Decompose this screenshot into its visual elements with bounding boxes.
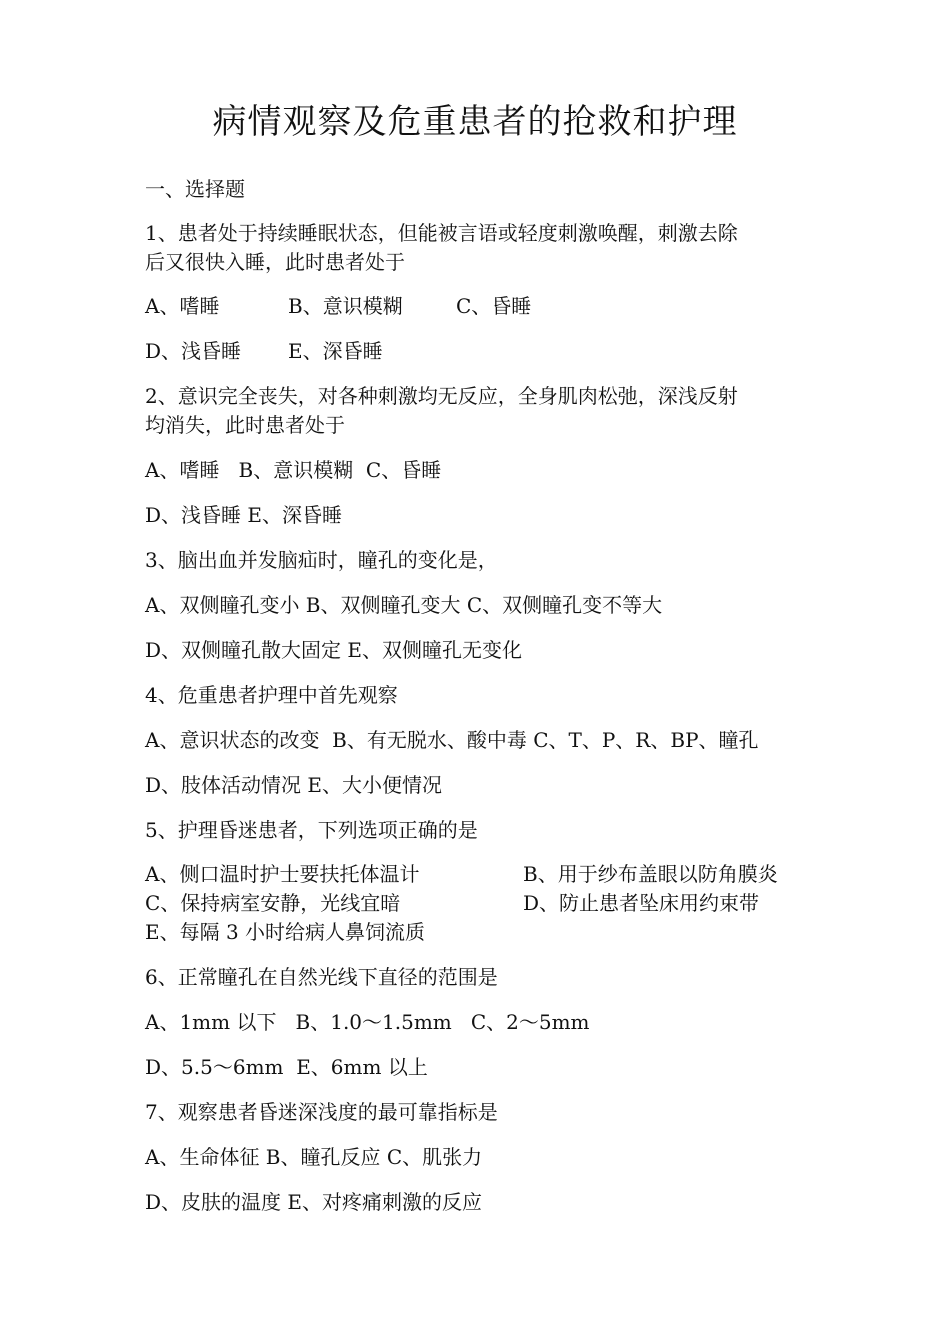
q5-stem: 5、护理昏迷患者，下列选项正确的是 (145, 818, 478, 842)
q6-options-row1: A、1mm 以下 B、1.0～1.5mm C、2～5mm (145, 1010, 590, 1034)
q2-stem-line1: 2、意识完全丧失，对各种刺激均无反应，全身肌肉松弛，深浅反射 (145, 384, 738, 408)
q7-stem: 7、观察患者昏迷深浅度的最可靠指标是 (145, 1100, 498, 1124)
section-heading: 一、选择题 (145, 177, 245, 201)
q6-stem: 6、正常瞳孔在自然光线下直径的范围是 (145, 965, 498, 989)
q1-stem-line2: 后又很快入睡，此时患者处于 (145, 250, 405, 274)
q5-option-e: E、每隔 3 小时给病人鼻饲流质 (145, 920, 426, 944)
document-title: 病情观察及危重患者的抢救和护理 (212, 102, 738, 142)
q4-options-row1: A、意识状态的改变 B、有无脱水、酸中毒 C、T、P、R、BP、瞳孔 (145, 728, 759, 752)
q1-options-row1 (145, 291, 825, 321)
q1-option-b: B、意识模糊 (288, 294, 403, 318)
q6-options-row2: D、5.5～6mm E、6mm 以上 (145, 1055, 428, 1079)
q3-options-row2: D、双侧瞳孔散大固定 E、双侧瞳孔无变化 (145, 638, 522, 662)
q7-options-row2: D、皮肤的温度 E、对疼痛刺激的反应 (145, 1190, 482, 1214)
q1-option-d: D、浅昏睡 (145, 339, 242, 363)
q5-option-c: C、保持病室安静，光线宜暗 (145, 891, 401, 915)
q5-option-d: D、防止患者坠床用约束带 (523, 891, 760, 915)
q5-option-b: B、用于纱布盖眼以防角膜炎 (523, 862, 778, 886)
q7-options-row1: A、生命体征 B、瞳孔反应 C、肌张力 (145, 1145, 483, 1169)
q3-stem: 3、脑出血并发脑疝时，瞳孔的变化是， (145, 548, 498, 572)
q2-options-row2: D、浅昏睡 E、深昏睡 (145, 503, 342, 527)
q5-options-row2 (145, 888, 825, 918)
q1-option-e: E、深昏睡 (288, 339, 383, 363)
q3-options-row1: A、双侧瞳孔变小 B、双侧瞳孔变大 C、双侧瞳孔变不等大 (145, 593, 663, 617)
q2-stem-line2: 均消失，此时患者处于 (145, 413, 345, 437)
q1-option-c: C、昏睡 (456, 294, 532, 318)
q1-stem-line1: 1、患者处于持续睡眠状态，但能被言语或轻度刺激唤醒，刺激去除 (145, 221, 738, 245)
q5-options-row1 (145, 859, 825, 889)
q1-option-a: A、嗜睡 (145, 294, 220, 318)
q4-options-row2: D、肢体活动情况 E、大小便情况 (145, 773, 442, 797)
q2-options-row1: A、嗜睡 B、意识模糊 C、昏睡 (145, 458, 442, 482)
q1-options-row2 (145, 336, 825, 366)
q5-option-a: A、侧口温时护士要扶托体温计 (145, 862, 420, 886)
q4-stem: 4、危重患者护理中首先观察 (145, 683, 398, 707)
